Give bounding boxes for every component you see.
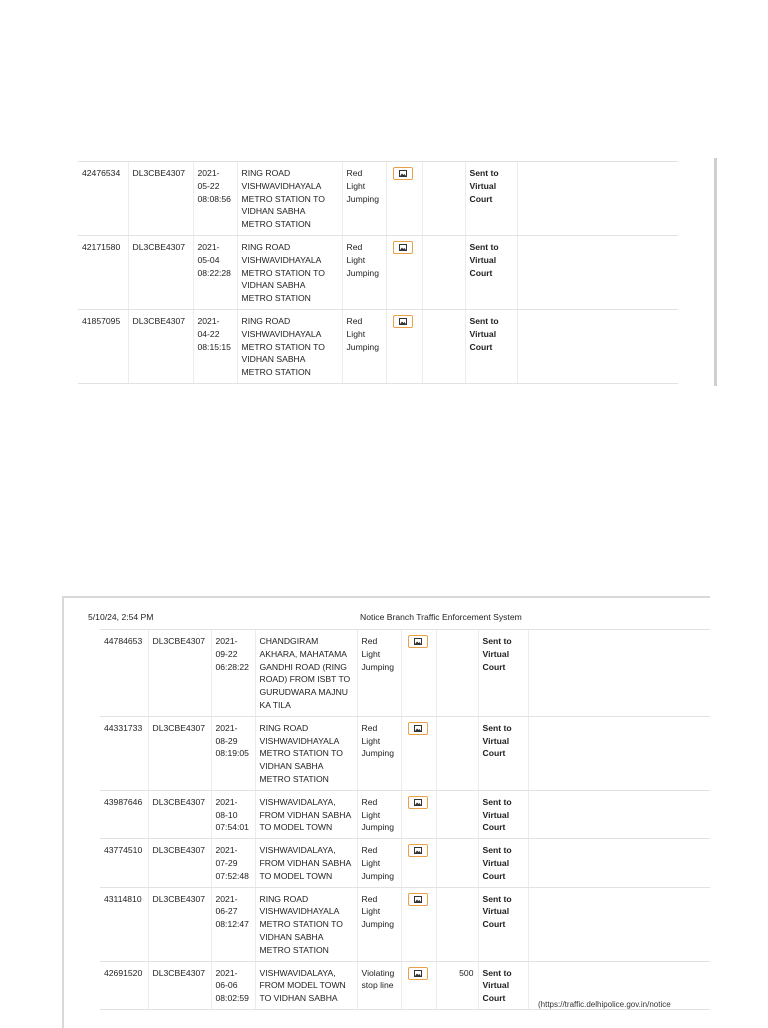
location: RING ROAD VISHWAVIDHAYALA METRO STATION TO VIDHAN SABHA METRO STATION (255, 887, 357, 961)
location: VISHWAVIDALAYA, FROM VIDHAN SABHA TO MODEL TOWN (255, 839, 357, 887)
fine-amount (436, 887, 478, 961)
notice-table-1 (78, 161, 678, 384)
notice-number: 43114810 (100, 887, 148, 961)
fine-amount (436, 716, 478, 790)
print-date: 5/10/24, 2:54 PM (88, 612, 154, 622)
table-row (100, 887, 710, 961)
vehicle-number: DL3CBE4307 (148, 887, 211, 961)
table-row (78, 162, 678, 236)
footer-url: (https://traffic.delhipolice.gov.in/notice (538, 1000, 671, 1009)
location: RING ROAD VISHWAVIDHAYALA METRO STATION TO VIDHAN SABHA METRO STATION (237, 235, 342, 309)
fine-amount (436, 839, 478, 887)
empty-cell (528, 716, 710, 790)
violation-datetime: 2021- 08-10 07:54:01 (211, 790, 255, 838)
status: Sent to Virtual Court (465, 309, 517, 383)
vehicle-number: DL3CBE4307 (148, 961, 211, 1009)
image-cell (401, 961, 436, 1009)
offence: Red Light Jumping (357, 887, 401, 961)
violation-datetime: 2021- 06-06 08:02:59 (211, 961, 255, 1009)
image-cell (401, 790, 436, 838)
fine-amount (422, 309, 465, 383)
empty-cell (528, 630, 710, 717)
image-icon[interactable] (408, 722, 428, 735)
status: Sent to Virtual Court (478, 887, 528, 961)
notice-number: 42171580 (78, 235, 128, 309)
image-icon[interactable] (408, 967, 428, 980)
image-icon[interactable] (408, 844, 428, 857)
notice-number: 43774510 (100, 839, 148, 887)
offence: Red Light Jumping (357, 630, 401, 717)
status: Sent to Virtual Court (465, 162, 517, 236)
notice-table-2 (100, 629, 710, 1010)
image-icon[interactable] (408, 893, 428, 906)
notice-number: 42691520 (100, 961, 148, 1009)
image-cell (386, 162, 422, 236)
status: Sent to Virtual Court (478, 716, 528, 790)
vehicle-number: DL3CBE4307 (128, 309, 193, 383)
vehicle-number: DL3CBE4307 (148, 630, 211, 717)
image-cell (401, 630, 436, 717)
table-row (100, 716, 710, 790)
fine-amount (422, 162, 465, 236)
violation-datetime: 2021- 05-22 08:08:56 (193, 162, 237, 236)
status: Sent to Virtual Court (478, 961, 528, 1009)
offence: Red Light Jumping (342, 162, 386, 236)
offence: Red Light Jumping (357, 716, 401, 790)
vehicle-number: DL3CBE4307 (128, 235, 193, 309)
vehicle-number: DL3CBE4307 (128, 162, 193, 236)
violation-datetime: 2021- 08-29 08:19:05 (211, 716, 255, 790)
violation-datetime: 2021- 06-27 08:12:47 (211, 887, 255, 961)
location: VISHWAVIDALAYA, FROM MODEL TOWN TO VIDHAN SABHA (255, 961, 357, 1009)
violation-datetime: 2021- 07-29 07:52:48 (211, 839, 255, 887)
table-row (100, 630, 710, 717)
image-icon[interactable] (393, 241, 413, 254)
offence: Red Light Jumping (342, 309, 386, 383)
location: RING ROAD VISHWAVIDHAYALA METRO STATION TO VIDHAN SABHA METRO STATION (255, 716, 357, 790)
table-row (78, 235, 678, 309)
vehicle-number: DL3CBE4307 (148, 716, 211, 790)
image-cell (401, 887, 436, 961)
empty-cell (517, 309, 678, 383)
offence: Red Light Jumping (357, 839, 401, 887)
empty-cell (517, 162, 678, 236)
location: CHANDGIRAM AKHARA, MAHATAMA GANDHI ROAD (RING ROAD) FROM ISBT TO GURUDWARA MAJNU KA TILA (255, 630, 357, 717)
image-cell (386, 309, 422, 383)
offence: Violating stop line (357, 961, 401, 1009)
violation-datetime: 2021- 04-22 08:15:15 (193, 309, 237, 383)
empty-cell (528, 887, 710, 961)
status: Sent to Virtual Court (478, 839, 528, 887)
table-row (100, 790, 710, 838)
notice-page-fragment-1 (78, 158, 717, 386)
offence: Red Light Jumping (342, 235, 386, 309)
location: VISHWAVIDALAYA, FROM VIDHAN SABHA TO MODEL TOWN (255, 790, 357, 838)
location: RING ROAD VISHWAVIDHAYALA METRO STATION TO VIDHAN SABHA METRO STATION (237, 309, 342, 383)
image-icon[interactable] (408, 635, 428, 648)
image-cell (386, 235, 422, 309)
empty-cell (517, 235, 678, 309)
table-row (78, 309, 678, 383)
system-title: Notice Branch Traffic Enforcement System (360, 612, 522, 622)
fine-amount (422, 235, 465, 309)
status: Sent to Virtual Court (478, 790, 528, 838)
fine-amount (436, 630, 478, 717)
notice-number: 43987646 (100, 790, 148, 838)
offence: Red Light Jumping (357, 790, 401, 838)
notice-number: 42476534 (78, 162, 128, 236)
empty-cell (528, 839, 710, 887)
violation-datetime: 2021- 05-04 08:22:28 (193, 235, 237, 309)
fine-amount (436, 790, 478, 838)
image-icon[interactable] (393, 315, 413, 328)
location: RING ROAD VISHWAVIDHAYALA METRO STATION TO VIDHAN SABHA METRO STATION (237, 162, 342, 236)
notice-page-fragment-2 (62, 596, 710, 1028)
violation-datetime: 2021- 09-22 06:28:22 (211, 630, 255, 717)
notice-number: 41857095 (78, 309, 128, 383)
notice-number: 44331733 (100, 716, 148, 790)
table-row (100, 839, 710, 887)
image-cell (401, 716, 436, 790)
notice-number: 44784653 (100, 630, 148, 717)
image-icon[interactable] (408, 796, 428, 809)
vehicle-number: DL3CBE4307 (148, 790, 211, 838)
status: Sent to Virtual Court (478, 630, 528, 717)
image-cell (401, 839, 436, 887)
empty-cell (528, 790, 710, 838)
image-icon[interactable] (393, 167, 413, 180)
fine-amount: 500 (436, 961, 478, 1009)
status: Sent to Virtual Court (465, 235, 517, 309)
vehicle-number: DL3CBE4307 (148, 839, 211, 887)
